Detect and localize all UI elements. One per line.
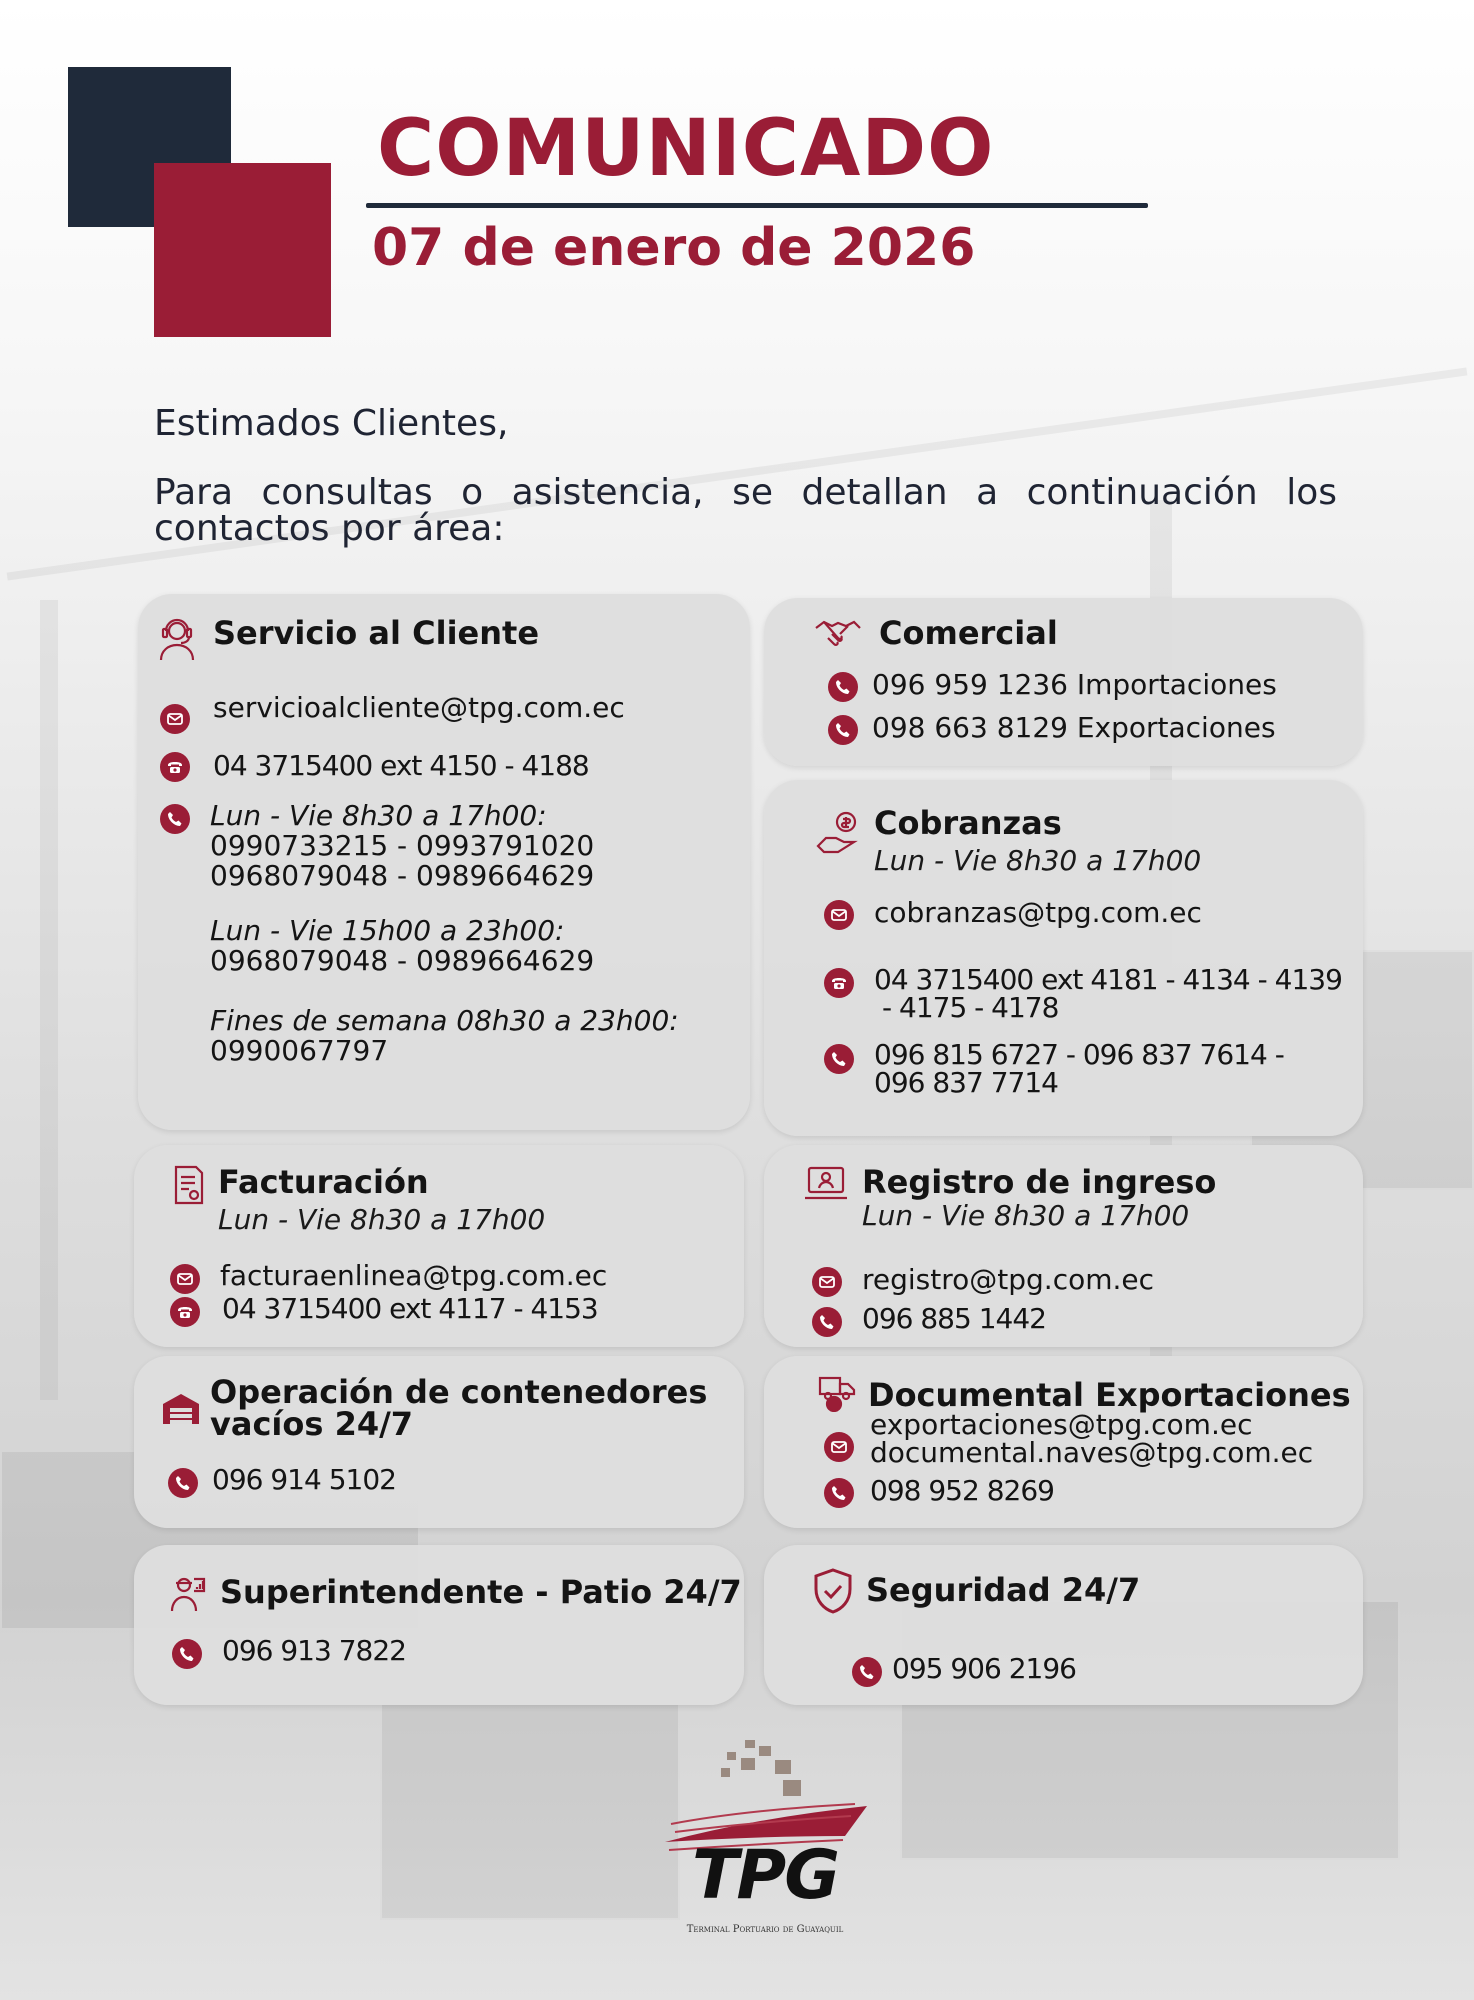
card-title: Facturación [218, 1163, 429, 1201]
phone-icon [824, 1478, 854, 1508]
landline-phone-icon [170, 1297, 200, 1327]
contact-phone-exportaciones[interactable]: 098 663 8129 Exportaciones [872, 711, 1276, 744]
contact-landline[interactable]: 04 3715400 ext 4150 - 4188 [213, 749, 589, 782]
card-title: Documental Exportaciones [868, 1376, 1351, 1414]
card-facturacion [134, 1145, 744, 1347]
schedule-evening-phones[interactable]: 0968079048 - 0989664629 [210, 944, 595, 977]
contact-phone[interactable]: 096 885 1442 [862, 1302, 1046, 1335]
decor-square-red [154, 163, 331, 337]
card-comercial [764, 598, 1363, 766]
phone-icon [172, 1639, 202, 1669]
card-title: Registro de ingreso [862, 1163, 1217, 1201]
card-seguridad [764, 1545, 1363, 1705]
phone-icon [168, 1468, 198, 1498]
contact-email-documental-naves[interactable]: documental.naves@tpg.com.ec [870, 1436, 1314, 1469]
schedule-weekend-phone[interactable]: 0990067797 [210, 1034, 389, 1067]
card-title: Seguridad 24/7 [866, 1571, 1141, 1609]
schedule-weekday-label: Lun - Vie 8h30 a 17h00: [210, 799, 547, 832]
phone-icon [812, 1307, 842, 1337]
tpg-logo [645, 1740, 885, 1950]
email-icon [824, 1432, 854, 1462]
card-registro-de-ingreso [764, 1145, 1363, 1347]
business-hours: Lun - Vie 8h30 a 17h00 [874, 844, 1202, 877]
schedule-weekend-label: Fines de semana 08h30 a 23h00: [210, 1004, 679, 1037]
money-hand-icon [816, 808, 864, 856]
card-title: Superintendente - Patio 24/7 [220, 1573, 742, 1611]
card-documental-exportaciones [764, 1356, 1363, 1528]
card-servicio-al-cliente [138, 594, 750, 1130]
landline-phone-icon [824, 968, 854, 998]
email-icon [824, 900, 854, 930]
headset-agent-icon [156, 616, 198, 662]
truck-globe-icon [818, 1374, 858, 1412]
phone-icon [828, 672, 858, 702]
contact-email-exportaciones[interactable]: exportaciones@tpg.com.ec [870, 1408, 1253, 1441]
card-operacion-contenedores [134, 1356, 744, 1528]
contact-landline[interactable]: 04 3715400 ext 4117 - 4153 [222, 1292, 598, 1325]
invoice-icon [172, 1165, 206, 1205]
card-title: Cobranzas [874, 804, 1062, 842]
supervisor-icon [168, 1573, 208, 1613]
contact-email[interactable]: registro@tpg.com.ec [862, 1263, 1155, 1296]
contact-phone[interactable]: 095 906 2196 [892, 1652, 1076, 1685]
phone-icon [852, 1657, 882, 1687]
page-title: COMUNICADO [377, 104, 995, 194]
schedule-weekday-phones-2[interactable]: 0968079048 - 0989664629 [210, 859, 595, 892]
contact-phone-importaciones[interactable]: 096 959 1236 Importaciones [872, 668, 1277, 701]
landline-phone-icon [160, 752, 190, 782]
email-icon [812, 1267, 842, 1297]
contact-email[interactable]: servicioalcliente@tpg.com.ec [213, 691, 625, 724]
greeting: Estimados Clientes, [154, 403, 509, 444]
intro-text: Para consultas o asistencia, se detallan a continuación los contactos por área: [154, 472, 1337, 549]
computer-registration-icon [804, 1165, 848, 1203]
phone-icon [160, 804, 190, 834]
card-title-line-2: vacíos 24/7 [210, 1405, 414, 1443]
contact-mobile-1[interactable]: 096 815 6727 - 096 837 7614 - [874, 1038, 1284, 1071]
contact-mobile-2[interactable]: 096 837 7714 [874, 1066, 1058, 1099]
business-hours: Lun - Vie 8h30 a 17h00 [862, 1199, 1190, 1232]
contact-landline-1[interactable]: 04 3715400 ext 4181 - 4134 - 4139 [874, 963, 1342, 996]
card-cobranzas [764, 780, 1363, 1136]
title-divider [366, 203, 1148, 208]
logo-wordmark: TPG [691, 1836, 839, 1915]
contact-phone[interactable]: 098 952 8269 [870, 1474, 1054, 1507]
contact-landline-2[interactable]: - 4175 - 4178 [882, 991, 1059, 1024]
contact-phone[interactable]: 096 913 7822 [222, 1634, 406, 1667]
card-title-line-1: Operación de contenedores [210, 1373, 708, 1411]
schedule-evening-label: Lun - Vie 15h00 a 23h00: [210, 914, 565, 947]
card-title: Servicio al Cliente [213, 614, 540, 652]
card-superintendente-patio [134, 1545, 744, 1705]
phone-icon [824, 1044, 854, 1074]
email-icon [160, 704, 190, 734]
phone-icon [828, 715, 858, 745]
contact-email[interactable]: facturaenlinea@tpg.com.ec [220, 1259, 608, 1292]
email-icon [170, 1264, 200, 1294]
handshake-icon [814, 614, 862, 654]
shield-check-icon [812, 1567, 854, 1615]
business-hours: Lun - Vie 8h30 a 17h00 [218, 1203, 546, 1236]
announcement-date: 07 de enero de 2026 [372, 218, 976, 278]
contact-email[interactable]: cobranzas@tpg.com.ec [874, 896, 1202, 929]
card-title: Comercial [879, 614, 1058, 652]
logo-tagline: Terminal Portuario de Guayaquil [686, 1924, 844, 1935]
contact-phone[interactable]: 096 914 5102 [212, 1463, 396, 1496]
schedule-weekday-phones-1[interactable]: 0990733215 - 0993791020 [210, 829, 595, 862]
warehouse-icon [162, 1392, 200, 1426]
